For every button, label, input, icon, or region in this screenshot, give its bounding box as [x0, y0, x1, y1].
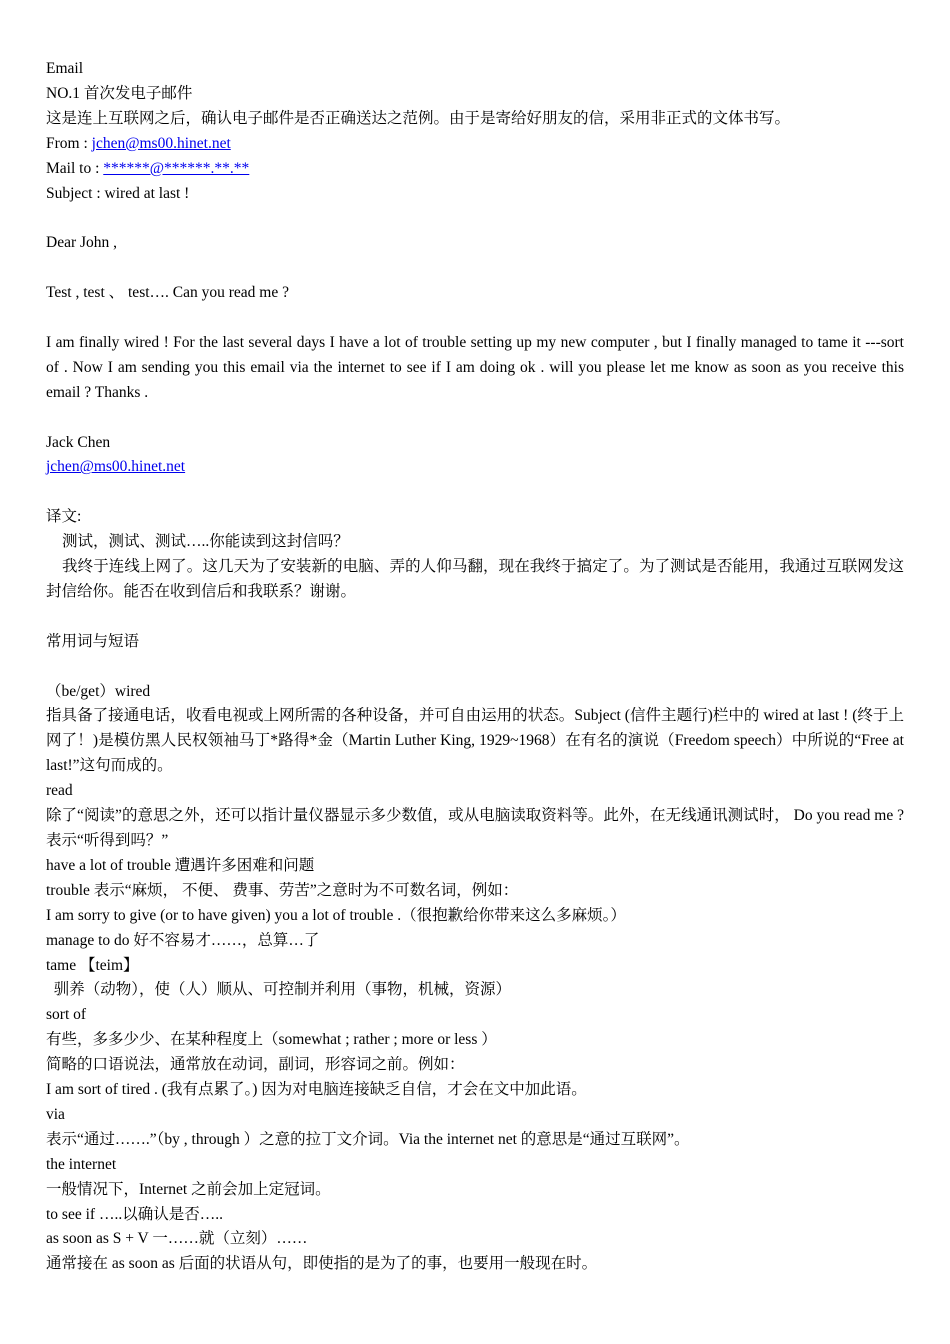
lesson-heading: NO.1 首次发电子邮件 [46, 84, 193, 102]
vocab-entry: 除了“阅读”的意思之外，还可以指计量仪器显示多少数值，或从电脑读取资料等。此外，在无线通讯测试时， Do you read me ? 表示“听得到吗？” [46, 807, 904, 849]
vocab-entry: 有些，多多少少、在某种程度上（somewhat ; rather ; more or less ） [46, 1031, 497, 1049]
from-label: From : [46, 134, 92, 152]
translation-line-1: 测试，测试、测试…..你能读到这封信吗？ [62, 533, 349, 551]
subject-line: Subject : wired at last ! [46, 184, 190, 202]
vocab-entry: I am sort of tired . (我有点累了。) 因为对电脑连接缺乏自信，才会在文中加此语。 [46, 1081, 587, 1099]
intro-text: 这是连上互联网之后，确认电子邮件是否正确送达之范例。由于是寄给好朋友的信，采用非正式的文体书写。 [46, 109, 791, 127]
mailto-line [46, 157, 904, 182]
vocab-entry: sort of [46, 1006, 87, 1024]
vocab-heading: 常用词与短语 [46, 632, 140, 650]
vocab-list [46, 680, 904, 1278]
signature-name: Jack Chen [46, 433, 111, 451]
vocab-entry: I am sorry to give (or to have given) you a lot of trouble .（很抱歉给你带来这么多麻烦。） [46, 906, 626, 924]
vocab-entry: 表示“通过…….”（by , through ）之意的拉丁文介词。Via the internet net 的意思是“通过互联网”。 [46, 1130, 690, 1148]
vocab-entry: 驯养（动物），使（人）顺从、可控制并利用（事物，机械，资源） [46, 981, 512, 999]
email-document [46, 57, 904, 1277]
spacer [46, 655, 904, 680]
spacer [46, 406, 904, 431]
vocab-entry: via [46, 1105, 65, 1123]
vocab-entry: read [46, 782, 73, 800]
vocab-entry: 一般情况下，Internet 之前会加上定冠词。 [46, 1180, 331, 1198]
vocab-entry: the internet [46, 1155, 117, 1173]
document-title: Email [46, 60, 84, 77]
mailto-label: Mail to : [46, 159, 104, 177]
vocab-entry: tame 【teim】 [46, 956, 139, 974]
spacer [46, 306, 904, 331]
spacer [46, 605, 904, 630]
from-email-link[interactable]: jchen@ms00.hinet.net [91, 134, 231, 152]
vocab-entry: （be/get）wired [46, 682, 151, 700]
vocab-entry: trouble 表示“麻烦， 不便、 费事、劳苦”之意时为不可数名词，例如： [46, 881, 519, 899]
vocab-entry: have a lot of trouble 遭遇许多困难和问题 [46, 856, 315, 874]
vocab-entry: as soon as S + V 一……就（立刻）…… [46, 1230, 308, 1248]
greeting: Dear John , [46, 234, 118, 252]
vocab-entry: 简略的口语说法，通常放在动词，副词，形容词之前。例如： [46, 1056, 465, 1074]
vocab-entry: 指具备了接通电话，收看电视或上网所需的各种设备，并可自由运用的状态。Subject (信件主题行)栏中的 wired at last ! (终于上网了！)是模仿黑人民权领袖马丁*路得*金（Martin Luther King, 1929~1968）在有名的演说（Freedom speech）中所说的“Free at last!”这句而成的。 [46, 707, 904, 775]
mailto-email-link[interactable]: ******@******.**.** [103, 159, 250, 177]
test-line: Test , test 、 test…. Can you read me ? [46, 284, 289, 302]
email-body-paragraph: I am finally wired ! For the last several days I have a lot of trouble setting up my new computer , but I finally managed to tame it ---sort of . Now I am sending you this email via the internet to see if I am doing ok . will you please let me know as soon as you receive this email ? Thanks . [46, 333, 904, 401]
vocab-entry: manage to do 好不容易才……，总算…了 [46, 931, 320, 949]
vocab-entry: 通常接在 as soon as 后面的状语从句，即使指的是为了的事，也要用一般现在时。 [46, 1255, 598, 1273]
from-line [46, 132, 904, 157]
translation-line-2: 我终于连线上网了。这几天为了安装新的电脑、弄的人仰马翻，现在我终于搞定了。为了测试是否能用，我通过互联网发这封信给你。能否在收到信后和我联系？谢谢。 [46, 558, 904, 600]
spacer [46, 480, 904, 505]
translation-label: 译文: [46, 508, 82, 526]
signature-email-wrap [46, 455, 904, 480]
vocab-entry: to see if …..以确认是否….. [46, 1205, 223, 1223]
spacer [46, 256, 904, 281]
spacer [46, 206, 904, 231]
signature-email-link[interactable]: jchen@ms00.hinet.net [46, 458, 186, 476]
